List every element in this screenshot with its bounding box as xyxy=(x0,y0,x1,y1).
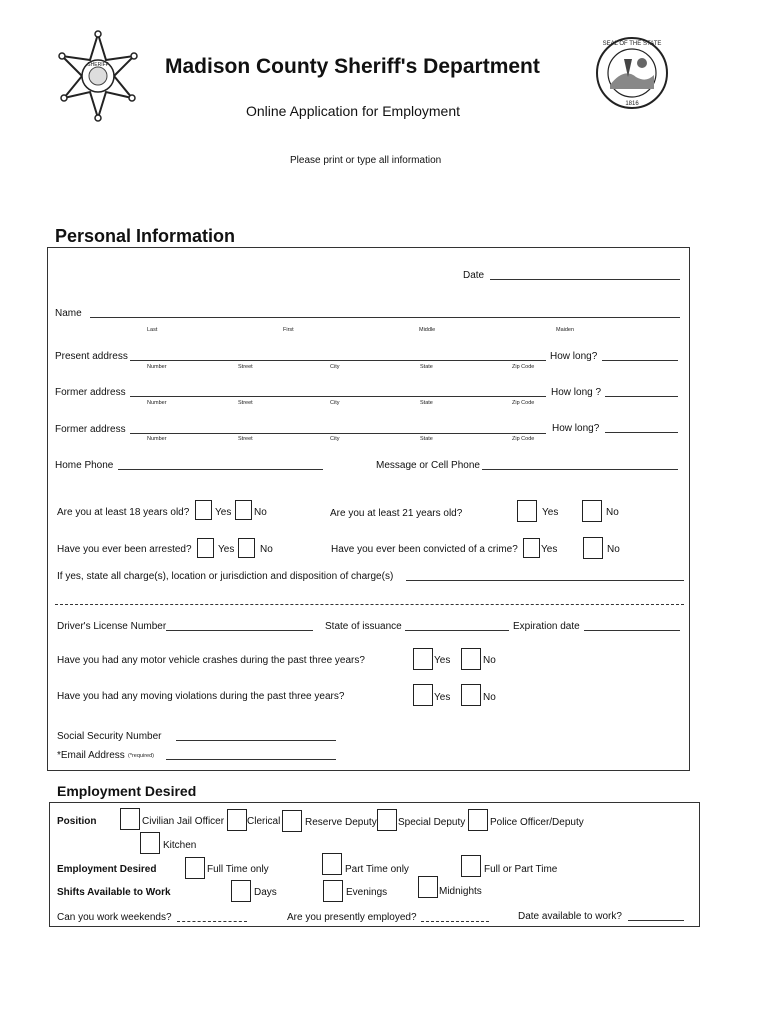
charges-field-continued[interactable] xyxy=(55,604,684,605)
svg-text:SEAL OF THE STATE: SEAL OF THE STATE xyxy=(602,41,662,47)
question-violations: Have you had any moving violations during the past three years? xyxy=(57,691,345,702)
weekends-field[interactable] xyxy=(177,921,247,922)
violations-yes-checkbox[interactable] xyxy=(413,684,433,706)
ssn-field[interactable] xyxy=(176,740,336,741)
position-special-deputy-label: Special Deputy xyxy=(398,817,466,828)
position-clerical-label: Clerical xyxy=(247,816,281,827)
question-charges: If yes, state all charge(s), location or jurisdiction and disposition of charge(s) xyxy=(57,571,394,582)
position-label: Position xyxy=(57,816,97,827)
how-long-label-1: How long? xyxy=(550,351,598,362)
part-time-only-checkbox[interactable] xyxy=(322,853,342,875)
arrested-yes-label: Yes xyxy=(218,544,235,555)
position-kitchen-label: Kitchen xyxy=(163,840,197,851)
violations-no-label: No xyxy=(483,692,496,703)
email-field[interactable] xyxy=(166,759,336,760)
crashes-yes-label: Yes xyxy=(434,655,451,666)
shift-days-checkbox[interactable] xyxy=(231,880,251,902)
crashes-no-checkbox[interactable] xyxy=(461,648,481,670)
available-date-field[interactable] xyxy=(628,920,684,921)
address-part-zip: Zip Code xyxy=(512,400,535,406)
position-kitchen-checkbox[interactable] xyxy=(140,832,160,854)
ssn-label: Social Security Number xyxy=(57,731,162,742)
cell-phone-label: Message or Cell Phone xyxy=(376,460,480,471)
shift-midnights-checkbox[interactable] xyxy=(418,876,438,898)
question-age-18: Are you at least 18 years old? xyxy=(57,507,190,518)
position-police-officer-checkbox[interactable] xyxy=(468,809,488,831)
arrested-no-checkbox[interactable] xyxy=(238,538,255,558)
expiration-field[interactable] xyxy=(584,630,680,631)
convicted-yes-checkbox[interactable] xyxy=(523,538,540,558)
question-crashes: Have you had any motor vehicle crashes during the past three years? xyxy=(57,655,365,666)
crashes-yes-checkbox[interactable] xyxy=(413,648,433,670)
convicted-no-checkbox[interactable] xyxy=(583,537,603,559)
question-convicted: Have you ever been convicted of a crime? xyxy=(331,544,518,555)
address-part-number: Number xyxy=(147,400,167,406)
expiration-label: Expiration date xyxy=(513,621,580,632)
state-issuance-label: State of issuance xyxy=(325,621,402,632)
address-part-street: Street xyxy=(238,364,253,370)
part-time-only-label: Part Time only xyxy=(345,864,409,875)
employed-field[interactable] xyxy=(421,921,489,922)
charges-field[interactable] xyxy=(406,580,684,581)
arrested-no-label: No xyxy=(260,544,273,555)
position-civilian-jail-officer-checkbox[interactable] xyxy=(120,808,140,830)
shift-days-label: Days xyxy=(254,887,277,898)
home-phone-label: Home Phone xyxy=(55,460,114,471)
former-address-2-field[interactable] xyxy=(130,433,546,434)
address-part-street: Street xyxy=(238,400,253,406)
address-part-state: State xyxy=(420,436,433,442)
age-18-no-label: No xyxy=(254,507,267,518)
full-or-part-time-checkbox[interactable] xyxy=(461,855,481,877)
address-part-city: City xyxy=(330,436,340,442)
cell-phone-field[interactable] xyxy=(482,469,678,470)
full-time-only-checkbox[interactable] xyxy=(185,857,205,879)
home-phone-field[interactable] xyxy=(118,469,323,470)
license-field[interactable] xyxy=(166,630,313,631)
address-part-number: Number xyxy=(147,436,167,442)
violations-no-checkbox[interactable] xyxy=(461,684,481,706)
license-label: Driver's License Number xyxy=(57,621,167,632)
name-part-first: First xyxy=(283,327,294,333)
how-long-field-1[interactable] xyxy=(602,360,678,361)
address-part-state: State xyxy=(420,364,433,370)
address-part-number: Number xyxy=(147,364,167,370)
full-time-only-label: Full Time only xyxy=(207,864,269,875)
email-label: *Email Address xyxy=(57,750,125,761)
employment-type-label: Employment Desired xyxy=(57,864,157,875)
page-subtitle: Online Application for Employment xyxy=(246,103,460,119)
shift-evenings-checkbox[interactable] xyxy=(323,880,343,902)
crashes-no-label: No xyxy=(483,655,496,666)
age-21-no-checkbox[interactable] xyxy=(582,500,602,522)
employed-label: Are you presently employed? xyxy=(287,912,417,923)
how-long-field-3[interactable] xyxy=(605,432,678,433)
age-21-yes-checkbox[interactable] xyxy=(517,500,537,522)
age-21-no-label: No xyxy=(606,507,619,518)
age-21-yes-label: Yes xyxy=(542,507,559,518)
position-civilian-jail-officer-label: Civilian Jail Officer xyxy=(142,816,225,827)
present-address-label: Present address xyxy=(55,351,128,362)
convicted-yes-label: Yes xyxy=(541,544,558,555)
state-issuance-field[interactable] xyxy=(405,630,509,631)
employment-heading: Employment Desired xyxy=(57,783,197,799)
shifts-label: Shifts Available to Work xyxy=(57,887,171,898)
page-title: Madison County Sheriff's Department xyxy=(165,55,540,78)
position-special-deputy-checkbox[interactable] xyxy=(377,809,397,831)
how-long-label-2: How long ? xyxy=(551,387,602,398)
age-18-no-checkbox[interactable] xyxy=(235,500,252,520)
address-part-street: Street xyxy=(238,436,253,442)
position-reserve-deputy-label: Reserve Deputy xyxy=(305,817,377,828)
name-part-maiden: Maiden xyxy=(556,327,575,333)
age-18-yes-label: Yes xyxy=(215,507,232,518)
address-part-zip: Zip Code xyxy=(512,364,535,370)
question-age-21: Are you at least 21 years old? xyxy=(330,508,463,519)
name-field[interactable] xyxy=(90,317,680,318)
how-long-field-2[interactable] xyxy=(605,396,678,397)
convicted-no-label: No xyxy=(607,544,620,555)
former-address-field[interactable] xyxy=(130,396,546,397)
address-part-state: State xyxy=(420,400,433,406)
position-police-officer-label: Police Officer/Deputy xyxy=(490,817,584,828)
former-address-2-label: Former address xyxy=(55,424,126,435)
date-label: Date xyxy=(463,270,485,281)
name-part-middle: Middle xyxy=(419,327,436,333)
name-label: Name xyxy=(55,308,82,319)
age-18-yes-checkbox[interactable] xyxy=(195,500,212,520)
sheriff-star-badge xyxy=(52,30,144,122)
position-reserve-deputy-checkbox[interactable] xyxy=(282,810,302,832)
violations-yes-label: Yes xyxy=(434,692,451,703)
email-required-note: (*required) xyxy=(128,753,154,759)
position-clerical-checkbox[interactable] xyxy=(227,809,247,831)
present-address-field[interactable] xyxy=(130,360,546,361)
shift-midnights-label: Midnights xyxy=(439,886,482,897)
shift-evenings-label: Evenings xyxy=(346,887,388,898)
state-seal xyxy=(594,33,670,113)
how-long-label-3: How long? xyxy=(552,423,600,434)
address-part-city: City xyxy=(330,400,340,406)
arrested-yes-checkbox[interactable] xyxy=(197,538,214,558)
instruction-text: Please print or type all information xyxy=(290,155,442,166)
name-part-last: Last xyxy=(147,327,158,333)
available-date-label: Date available to work? xyxy=(518,911,622,922)
personal-info-heading: Personal Information xyxy=(55,226,236,246)
former-address-label: Former address xyxy=(55,387,126,398)
svg-text:1816: 1816 xyxy=(625,101,639,107)
address-part-city: City xyxy=(330,364,340,370)
date-field[interactable] xyxy=(490,279,680,280)
weekends-label: Can you work weekends? xyxy=(57,912,172,923)
address-part-zip: Zip Code xyxy=(512,436,535,442)
svg-text:SHERIFF: SHERIFF xyxy=(87,62,109,68)
question-arrested: Have you ever been arrested? xyxy=(57,544,192,555)
full-or-part-time-label: Full or Part Time xyxy=(484,864,558,875)
